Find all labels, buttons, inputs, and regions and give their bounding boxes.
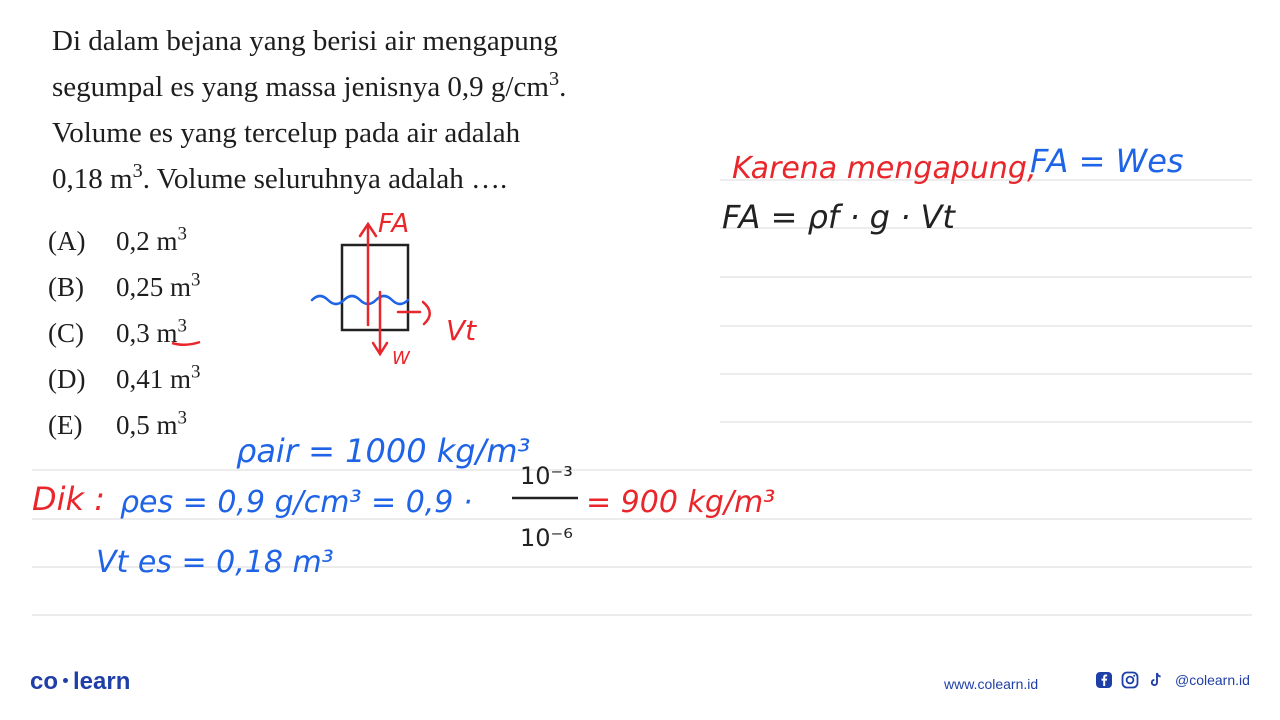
colearn-logo: co learn [30, 668, 131, 695]
diagram-w-label: W [392, 348, 410, 369]
option-c-underline [172, 342, 200, 345]
problem-line-3: Volume es yang tercelup pada air adalah [52, 117, 521, 149]
rho-es-eq: ρes = 0,9 g/cm³ = 0,9 · [120, 485, 473, 520]
dik-label: Dik : [32, 480, 106, 518]
footer [0, 650, 1280, 720]
website-link[interactable]: www.colearn.id [944, 676, 1039, 692]
vt-es: Vt es = 0,18 m³ [96, 545, 334, 580]
social-links [1095, 671, 1250, 689]
option-b: (B) 0,25 $m^3$ [48, 269, 201, 302]
vt-bracket [398, 302, 430, 324]
fraction-numerator: 10⁻³ [520, 462, 573, 490]
option-a: (A) 0,2 $m^3$ [48, 223, 187, 256]
problem-line-2: segumpal es yang massa jenisnya 0,9 $g/cm^3$. [52, 67, 567, 103]
ice-diagram [312, 224, 430, 354]
fraction-denominator: 10⁻⁶ [520, 524, 573, 552]
social-handle[interactable]: @colearn.id [1175, 672, 1250, 688]
water-wave [312, 296, 408, 304]
option-c: (C) 0,3 $m^3$ [48, 315, 187, 348]
ice-block [342, 245, 408, 330]
rho-air: ρair = 1000 kg/m³ [236, 432, 531, 470]
tiktok-icon[interactable] [1147, 671, 1165, 689]
problem-line-4: 0,18 $m^3$. Volume seluruhnya adalah …. [52, 159, 508, 195]
problem-line-1: Di dalam bejana yang berisi air mengapung [52, 25, 558, 57]
diagram-vt-label: Vt [446, 314, 477, 347]
reason-text: Karena mengapung, [732, 151, 1037, 186]
rho-es-result: = 900 kg/m³ [586, 485, 776, 520]
option-e: (E) 0,5 $m^3$ [48, 407, 187, 440]
fa-equals-wes: FA = Wes [1030, 142, 1184, 180]
fa-formula: FA = ρf · g · Vt [722, 198, 955, 236]
facebook-icon[interactable] [1095, 671, 1113, 689]
option-d: (D) 0,41 $m^3$ [48, 361, 201, 394]
instagram-icon[interactable] [1121, 671, 1139, 689]
diagram-fa-label: FA [378, 209, 410, 239]
